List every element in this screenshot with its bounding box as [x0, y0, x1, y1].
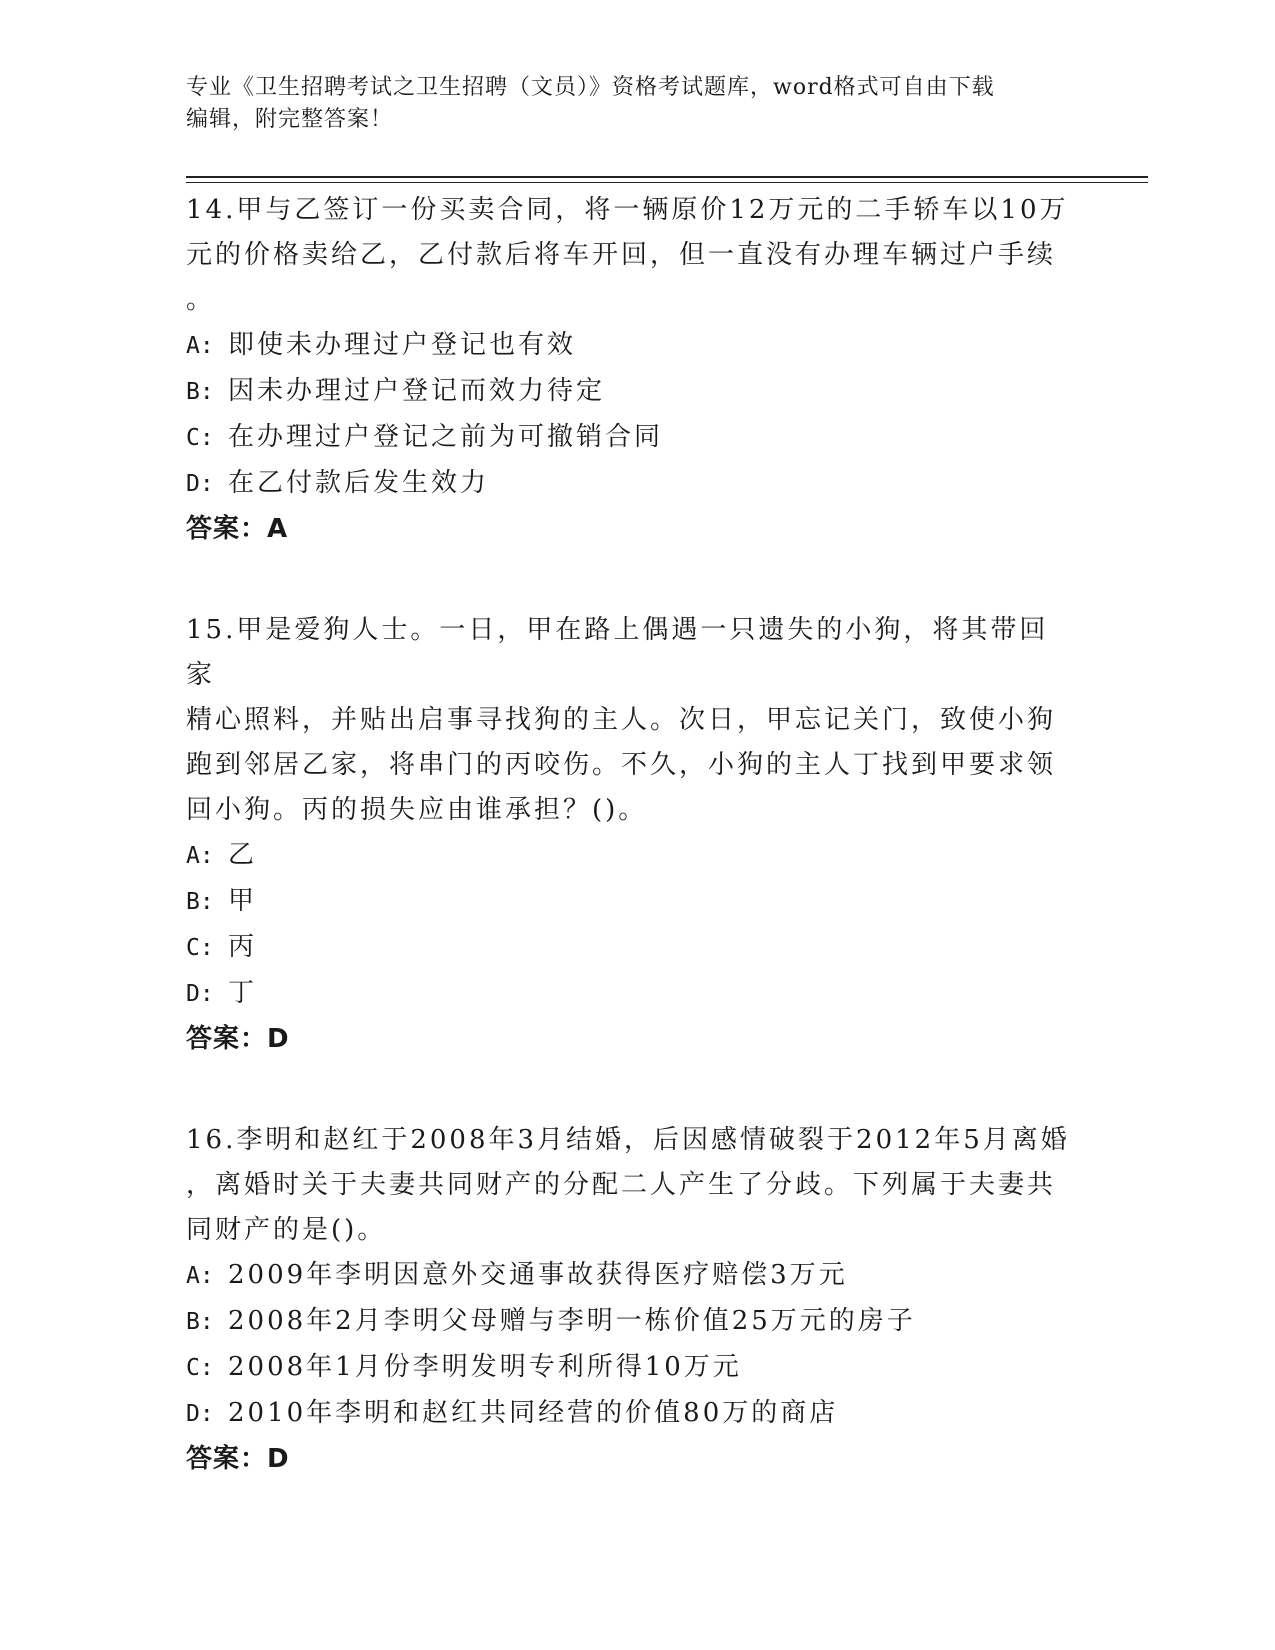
answer-line: 答案：A [186, 514, 289, 544]
option-a [186, 323, 1076, 369]
document-header [186, 72, 1066, 136]
option-letter: A: [186, 1263, 214, 1289]
stem-line: 16.李明和赵红于2008年3月结婚，后因感情破裂于2012年5月离婚 [186, 1125, 1070, 1155]
option-c [186, 415, 1076, 461]
option-letter: C: [186, 1355, 214, 1381]
question-15 [186, 608, 1076, 1062]
stem-line: 跑到邻居乙家，将串门的丙咬伤。不久，小狗的主人丁找到甲要求领 [186, 750, 1057, 780]
option-text: 甲 [228, 886, 258, 916]
option-text: 在办理过户登记之前为可撤销合同 [228, 422, 664, 452]
option-text: 2010年李明和赵红共同经营的价值80万的商店 [228, 1398, 839, 1428]
question-stem [186, 608, 1076, 833]
question-16 [186, 1118, 1076, 1482]
stem-line: 精心照料，并贴出启事寻找狗的主人。次日，甲忘记关门，致使小狗 [186, 705, 1057, 735]
question-14 [186, 188, 1076, 552]
option-text: 即使未办理过户登记也有效 [228, 330, 577, 360]
option-text: 乙 [228, 840, 258, 870]
option-d [186, 461, 1076, 507]
option-text: 在乙付款后发生效力 [228, 468, 490, 498]
option-a [186, 1253, 1076, 1299]
question-stem [186, 188, 1076, 323]
option-b [186, 369, 1076, 415]
stem-line: ，离婚时关于夫妻共同财产的分配二人产生了分歧。下列属于夫妻共 [186, 1170, 1057, 1200]
option-letter: C: [186, 425, 214, 451]
option-letter: C: [186, 935, 214, 961]
option-letter: B: [186, 379, 214, 405]
stem-line: 15.甲是爱狗人士。一日，甲在路上偶遇一只遗失的小狗，将其带回家 [186, 615, 1049, 690]
option-b [186, 1299, 1076, 1345]
header-rule-thin [186, 182, 1148, 183]
answer-line: 答案：D [186, 1444, 290, 1474]
header-rule-thick [186, 176, 1148, 178]
stem-line: 14.甲与乙签订一份买卖合同，将一辆原价12万元的二手轿车以10万 [186, 195, 1069, 225]
option-letter: D: [186, 471, 214, 497]
header-line-2: 编辑，附完整答案！ [186, 107, 394, 132]
header-line-1: 专业《卫生招聘考试之卫生招聘（文员）》资格考试题库，word格式可自由下载 [186, 75, 995, 100]
stem-line: 。 [186, 285, 216, 315]
option-text: 丁 [228, 978, 258, 1008]
option-text: 2008年2月李明父母赠与李明一栋价值25万元的房子 [228, 1306, 916, 1336]
stem-line: 同财产的是()。 [186, 1215, 387, 1245]
option-text: 丙 [228, 932, 258, 962]
option-letter: A: [186, 333, 214, 359]
option-a [186, 833, 1076, 879]
stem-line: 元的价格卖给乙，乙付款后将车开回，但一直没有办理车辆过户手续 [186, 240, 1057, 270]
question-list [186, 188, 1076, 1538]
option-letter: D: [186, 981, 214, 1007]
option-text: 2008年1月份李明发明专利所得10万元 [228, 1352, 742, 1382]
option-d [186, 1391, 1076, 1437]
question-stem [186, 1118, 1076, 1253]
option-letter: D: [186, 1401, 214, 1427]
stem-line: 回小狗。丙的损失应由谁承担？()。 [186, 795, 648, 825]
option-letter: B: [186, 889, 214, 915]
answer-line: 答案：D [186, 1024, 290, 1054]
option-text: 因未办理过户登记而效力待定 [228, 376, 606, 406]
option-d [186, 971, 1076, 1017]
option-letter: B: [186, 1309, 214, 1335]
option-b [186, 879, 1076, 925]
option-text: 2009年李明因意外交通事故获得医疗赔偿3万元 [228, 1260, 848, 1290]
option-c [186, 925, 1076, 971]
option-letter: A: [186, 843, 214, 869]
option-c [186, 1345, 1076, 1391]
